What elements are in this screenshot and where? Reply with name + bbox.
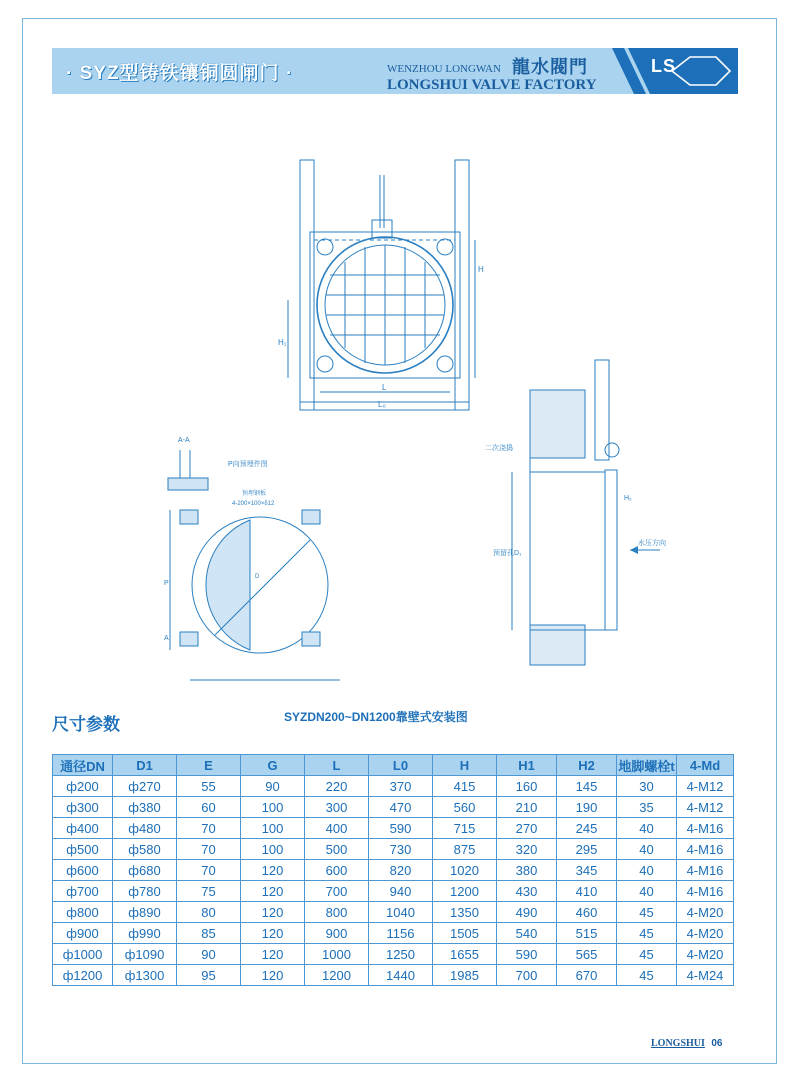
table-cell: 4-M24 (677, 965, 734, 986)
table-cell: 700 (305, 881, 369, 902)
table-cell: 4-M20 (677, 923, 734, 944)
table-cell: 100 (241, 818, 305, 839)
table-cell: ф990 (113, 923, 177, 944)
table-cell: 160 (497, 776, 557, 797)
table-cell: 40 (617, 881, 677, 902)
table-cell: ф500 (53, 839, 113, 860)
table-cell: 715 (433, 818, 497, 839)
table-cell: 460 (557, 902, 617, 923)
column-header: H (433, 755, 497, 776)
table-cell: ф890 (113, 902, 177, 923)
label-hole: 预留孔D₁ (493, 550, 522, 557)
table-cell: 45 (617, 965, 677, 986)
table-cell: 400 (305, 818, 369, 839)
page-title: · SYZ型铸铁镶铜圆闸门 · (66, 63, 294, 84)
table-cell: 90 (177, 944, 241, 965)
dim-label-l0: L₀ (378, 400, 386, 409)
table-cell: 100 (241, 839, 305, 860)
table-cell: 40 (617, 839, 677, 860)
table-cell: 1200 (433, 881, 497, 902)
table-row (53, 902, 734, 923)
label-plate-size: 4-200×100×δ12 (232, 501, 275, 507)
table-cell: 300 (305, 797, 369, 818)
page-footer (651, 1033, 722, 1051)
table-cell: 35 (617, 797, 677, 818)
table-cell: 190 (557, 797, 617, 818)
table-cell: 380 (497, 860, 557, 881)
table-cell: 1156 (369, 923, 433, 944)
table-cell: 590 (369, 818, 433, 839)
logo-mark: LS (651, 56, 677, 76)
table-cell: 500 (305, 839, 369, 860)
table-row (53, 860, 734, 881)
dim-label-l: L (382, 383, 387, 392)
column-header: L0 (369, 755, 433, 776)
table-cell: ф270 (113, 776, 177, 797)
table-cell: 370 (369, 776, 433, 797)
table-cell: 75 (177, 881, 241, 902)
table-cell: 4-M20 (677, 902, 734, 923)
brand-en-line-1: WENZHOU LONGWAN (387, 63, 501, 75)
table-cell: 540 (497, 923, 557, 944)
table-cell: 875 (433, 839, 497, 860)
label-section-aa: A-A (178, 437, 190, 444)
table-cell: ф1300 (113, 965, 177, 986)
table-cell: 120 (241, 944, 305, 965)
column-header: D1 (113, 755, 177, 776)
table-cell: 940 (369, 881, 433, 902)
table-cell: ф700 (53, 881, 113, 902)
table-cell: 70 (177, 818, 241, 839)
page-header (52, 48, 738, 94)
table-cell: 85 (177, 923, 241, 944)
table-cell: ф200 (53, 776, 113, 797)
column-header: L (305, 755, 369, 776)
column-header: 通径DN (53, 755, 113, 776)
table-row (53, 944, 734, 965)
table-cell: 1000 (305, 944, 369, 965)
table-cell: 1020 (433, 860, 497, 881)
table-cell: 1985 (433, 965, 497, 986)
dim-label-h: H (478, 265, 484, 274)
table-cell: 4-M16 (677, 881, 734, 902)
table-cell: 1250 (369, 944, 433, 965)
table-cell: 820 (369, 860, 433, 881)
table-cell: 120 (241, 923, 305, 944)
gate-front-view (278, 160, 484, 410)
table-cell: 430 (497, 881, 557, 902)
table-cell: 270 (497, 818, 557, 839)
table-cell: 1040 (369, 902, 433, 923)
table-cell: 120 (241, 902, 305, 923)
drawing-caption: SYZDN200~DN1200靠壁式安装图 (284, 710, 468, 724)
table-cell: 45 (617, 923, 677, 944)
embedded-part-view (164, 437, 340, 680)
table-cell: 1350 (433, 902, 497, 923)
table-cell: 700 (497, 965, 557, 986)
table-cell: ф480 (113, 818, 177, 839)
table-cell: 120 (241, 860, 305, 881)
table-cell: 590 (497, 944, 557, 965)
table-cell: 100 (241, 797, 305, 818)
column-header: E (177, 755, 241, 776)
table-cell: 1200 (305, 965, 369, 986)
table-cell: 490 (497, 902, 557, 923)
table-cell: 80 (177, 902, 241, 923)
table-cell: 60 (177, 797, 241, 818)
label-embedded-plate: 预埋钢板 (242, 491, 267, 497)
table-cell: 4-M16 (677, 860, 734, 881)
dim-label-h1: H₁ (278, 338, 287, 347)
dim-label-h2: H₂ (624, 495, 632, 502)
label-p-view: P向预埋件图 (228, 461, 268, 468)
column-header: H2 (557, 755, 617, 776)
table-cell: 40 (617, 860, 677, 881)
table-cell: ф380 (113, 797, 177, 818)
table-cell: 730 (369, 839, 433, 860)
installation-drawing (150, 150, 670, 695)
table-row (53, 923, 734, 944)
table-cell: 560 (433, 797, 497, 818)
table-cell: 45 (617, 902, 677, 923)
table-row (53, 839, 734, 860)
table-cell: 4-M12 (677, 776, 734, 797)
column-header: 4-Md (677, 755, 734, 776)
table-row (53, 797, 734, 818)
table-cell: 345 (557, 860, 617, 881)
table-cell: 40 (617, 818, 677, 839)
table-cell: 245 (557, 818, 617, 839)
table-cell: 30 (617, 776, 677, 797)
table-cell: 145 (557, 776, 617, 797)
table-row (53, 818, 734, 839)
table-row (53, 965, 734, 986)
table-cell: ф400 (53, 818, 113, 839)
brand-cn-name: 龍水閥門 (512, 57, 588, 77)
brand-en-line-2: LONGSHUI VALVE FACTORY (387, 77, 597, 93)
table-cell: 565 (557, 944, 617, 965)
table-cell: ф580 (113, 839, 177, 860)
dimension-table (52, 754, 734, 986)
table-row (53, 776, 734, 797)
column-header: G (241, 755, 305, 776)
table-cell: ф900 (53, 923, 113, 944)
table-cell: 415 (433, 776, 497, 797)
label-p: P (164, 580, 169, 587)
page-number: 06 (711, 1038, 723, 1049)
wall-side-section (485, 360, 666, 665)
column-header: H1 (497, 755, 557, 776)
table-header-row (53, 755, 734, 776)
table-cell: 120 (241, 881, 305, 902)
table-cell: 70 (177, 839, 241, 860)
label-diameter: D (255, 574, 260, 580)
gate-grid (326, 245, 444, 365)
table-cell: 210 (497, 797, 557, 818)
table-cell: ф600 (53, 860, 113, 881)
table-cell: 1440 (369, 965, 433, 986)
table-row (53, 881, 734, 902)
table-cell: 4-M16 (677, 839, 734, 860)
column-header: 地脚螺栓t (617, 755, 677, 776)
label-secondary-pour: 二次浇捣 (485, 445, 513, 452)
table-cell: 410 (557, 881, 617, 902)
table-cell: 600 (305, 860, 369, 881)
table-cell: ф780 (113, 881, 177, 902)
table-cell: ф800 (53, 902, 113, 923)
footer-brand: LONGSHUI (651, 1038, 705, 1049)
table-cell: ф1000 (53, 944, 113, 965)
table-cell: 1655 (433, 944, 497, 965)
table-cell: 45 (617, 944, 677, 965)
table-cell: 320 (497, 839, 557, 860)
table-cell: 4-M12 (677, 797, 734, 818)
table-cell: 4-M20 (677, 944, 734, 965)
table-cell: 90 (241, 776, 305, 797)
table-cell: 4-M16 (677, 818, 734, 839)
table-cell: 55 (177, 776, 241, 797)
table-cell: 515 (557, 923, 617, 944)
table-cell: 470 (369, 797, 433, 818)
table-cell: 670 (557, 965, 617, 986)
table-cell: 95 (177, 965, 241, 986)
label-a: A (164, 635, 169, 642)
table-cell: 120 (241, 965, 305, 986)
table-cell: ф300 (53, 797, 113, 818)
table-cell: 800 (305, 902, 369, 923)
table-cell: 900 (305, 923, 369, 944)
table-cell: 220 (305, 776, 369, 797)
table-cell: 70 (177, 860, 241, 881)
section-title-dimensions: 尺寸参数 (52, 715, 120, 734)
label-water-pressure: 水压方向 (638, 540, 666, 547)
table-cell: ф1200 (53, 965, 113, 986)
table-cell: 295 (557, 839, 617, 860)
table-cell: ф1090 (113, 944, 177, 965)
table-cell: ф680 (113, 860, 177, 881)
table-cell: 1505 (433, 923, 497, 944)
